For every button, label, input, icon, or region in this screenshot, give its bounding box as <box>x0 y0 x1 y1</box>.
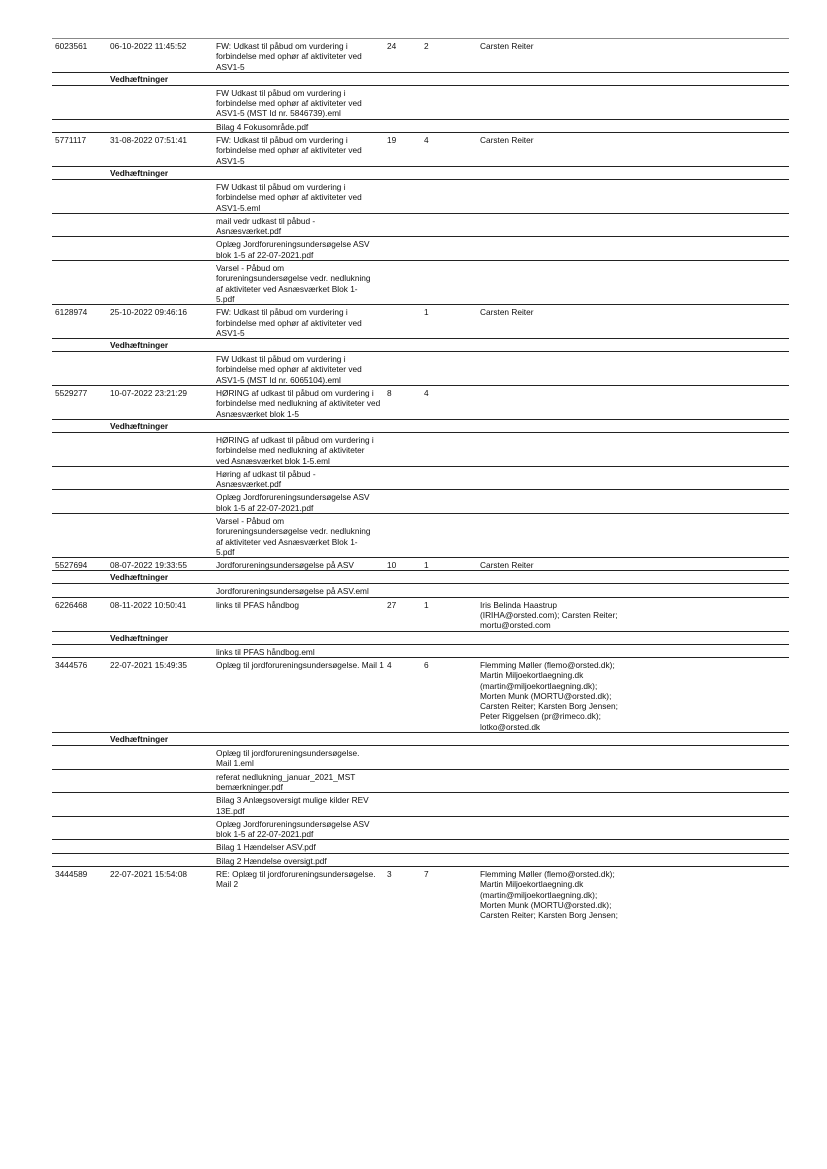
attachment-filename: Bilag 4 Fokusområde.pdf <box>216 121 309 132</box>
record-count-2: 4 <box>424 135 429 146</box>
attachment-row <box>52 179 789 213</box>
record-recipients: Carsten Reiter <box>480 135 534 146</box>
attachments-label: Vedhæftninger <box>110 632 169 643</box>
attachment-row <box>52 213 789 237</box>
attachment-row <box>52 745 789 769</box>
record-subject: RE: Oplæg til jordforureningsundersøgelse. Mail 2 <box>216 869 376 890</box>
attachment-filename: FW Udkast til påbud om vurdering i forbindelse med ophør af aktiviteter ved ASV1-5.eml <box>216 181 362 213</box>
attachment-filename: Varsel - Påbud om forureningsundersøgelse vedr. nedlukning af aktiviteter ved Asnæsværket Blok 1-5.pdf <box>216 515 371 557</box>
attachment-filename: Bilag 3 Anlægsoversigt mulige kilder REV 13E.pdf <box>216 795 369 816</box>
attachment-row <box>52 432 789 466</box>
attachment-filename: Varsel - Påbud om forureningsundersøgelse vedr. nedlukning af aktiviteter ved Asnæsværket Blok 1-5.pdf <box>216 263 371 304</box>
record-count-2: 6 <box>424 659 429 670</box>
record-row <box>52 132 789 166</box>
attachment-filename: mail vedr udkast til påbud - Asnæsværket.pdf <box>216 215 316 237</box>
attachment-row <box>52 466 789 490</box>
record-date: 25-10-2022 09:46:16 <box>110 307 188 318</box>
attachment-row <box>52 489 789 513</box>
attachment-row <box>52 816 789 840</box>
record-recipients: Flemming Møller (flemo@orsted.dk); Martin Miljoekortlaegning.dk (martin@miljoekortlaegning.dk); Morten Munk (MORTU@orsted.dk); Carsten Reiter; Karsten Borg Jensen; <box>480 869 618 921</box>
record-recipients: Carsten Reiter <box>480 307 534 318</box>
record-count-1: 27 <box>387 599 397 610</box>
record-row <box>52 557 789 570</box>
record-subject: FW: Udkast til påbud om vurdering i forbindelse med ophør af aktiviteter ved ASV1-5 <box>216 41 362 72</box>
record-recipients: Iris Belinda Haastrup (IRIHA@orsted.com); Carsten Reiter; mortu@orsted.com <box>480 599 618 631</box>
document-page <box>52 38 789 920</box>
attachments-label: Vedhæftninger <box>110 73 169 84</box>
record-row <box>52 657 789 732</box>
record-id: 6128974 <box>55 307 88 318</box>
email-record <box>52 866 789 920</box>
attachment-filename: Bilag 2 Hændelse oversigt.pdf <box>216 855 327 866</box>
attachment-row <box>52 769 789 793</box>
record-count-1: 4 <box>387 659 392 670</box>
record-count-2: 2 <box>424 41 429 51</box>
attachment-row <box>52 351 789 385</box>
record-subject: Jordforureningsundersøgelse på ASV <box>216 560 354 571</box>
record-date: 31-08-2022 07:51:41 <box>110 135 188 146</box>
record-subject: links til PFAS håndbog <box>216 599 300 610</box>
attachments-label: Vedhæftninger <box>110 572 169 583</box>
attachment-filename: Oplæg til jordforureningsundersøgelse. Mail 1.eml <box>216 748 360 769</box>
attachment-row <box>52 513 789 557</box>
attachments-label: Vedhæftninger <box>110 167 169 178</box>
record-id: 5527694 <box>55 560 88 571</box>
attachments-header <box>52 419 789 432</box>
email-record <box>52 597 789 657</box>
attachment-row <box>52 236 789 260</box>
attachment-row <box>52 260 789 304</box>
attachment-filename: HØRING af udkast til påbud om vurdering i forbindelse med nedlukning af aktiviteter ved Asnæsværket blok 1-5.eml <box>216 434 374 466</box>
attachment-row <box>52 583 789 596</box>
record-id: 6023561 <box>55 41 88 51</box>
record-id: 3444589 <box>55 869 88 879</box>
attachment-row <box>52 853 789 866</box>
attachments-header <box>52 570 789 583</box>
attachment-filename: FW Udkast til påbud om vurdering i forbindelse med ophør af aktiviteter ved ASV1-5 (MST Id nr. 5846739).eml <box>216 87 362 119</box>
attachment-row <box>52 119 789 132</box>
record-recipients <box>480 388 620 419</box>
record-count-2: 1 <box>424 560 429 571</box>
attachment-filename: Bilag 1 Hændelser ASV.pdf <box>216 842 316 853</box>
attachment-filename: Jordforureningsundersøgelse på ASV.eml <box>216 586 369 597</box>
attachment-filename: Oplæg Jordforureningsundersøgelse ASV blok 1-5 af 22-07-2021.pdf <box>216 239 370 260</box>
record-count-2: 7 <box>424 869 429 879</box>
record-id: 3444576 <box>55 659 88 670</box>
email-record <box>52 132 789 304</box>
record-count-1: 8 <box>387 388 392 399</box>
record-row <box>52 385 789 419</box>
record-subject: Oplæg til jordforureningsundersøgelse. Mail 1 <box>216 659 384 670</box>
record-count-1: 3 <box>387 869 392 879</box>
record-date: 08-07-2022 19:33:55 <box>110 560 188 571</box>
record-row <box>52 866 789 920</box>
attachments-header <box>52 732 789 745</box>
attachment-row <box>52 644 789 657</box>
attachments-label: Vedhæftninger <box>110 340 169 351</box>
email-record <box>52 38 789 132</box>
record-count-2: 1 <box>424 307 429 318</box>
attachments-header <box>52 166 789 179</box>
record-id: 5771117 <box>55 135 87 146</box>
record-subject: FW: Udkast til påbud om vurdering i forbindelse med ophør af aktiviteter ved ASV1-5 <box>216 135 362 166</box>
attachment-filename: Oplæg Jordforureningsundersøgelse ASV blok 1-5 af 22-07-2021.pdf <box>216 492 370 513</box>
attachments-label: Vedhæftninger <box>110 420 169 431</box>
email-record <box>52 385 789 557</box>
record-row <box>52 597 789 631</box>
attachments-header <box>52 631 789 644</box>
attachment-filename: referat nedlukning_januar_2021_MST bemærkninger.pdf <box>216 771 356 792</box>
record-subject: FW: Udkast til påbud om vurdering i forbindelse med ophør af aktiviteter ved ASV1-5 <box>216 307 362 338</box>
record-date: 22-07-2021 15:49:35 <box>110 659 188 670</box>
record-row <box>52 38 789 72</box>
attachments-header <box>52 72 789 85</box>
attachment-filename: FW Udkast til påbud om vurdering i forbindelse med ophør af aktiviteter ved ASV1-5 (MST Id nr. 6065104).eml <box>216 354 362 385</box>
record-count-1 <box>387 307 424 338</box>
record-recipients: Carsten Reiter <box>480 41 534 51</box>
record-date: 06-10-2022 11:45:52 <box>110 41 187 51</box>
attachments-header <box>52 338 789 351</box>
record-count-1: 19 <box>387 135 397 146</box>
record-count-2: 4 <box>424 388 429 399</box>
attachment-filename: Oplæg Jordforureningsundersøgelse ASV blok 1-5 af 22-07-2021.pdf <box>216 818 370 840</box>
record-id: 6226468 <box>55 599 88 610</box>
email-record <box>52 557 789 597</box>
record-date: 22-07-2021 15:54:08 <box>110 869 188 879</box>
attachment-row <box>52 792 789 816</box>
attachments-label: Vedhæftninger <box>110 734 169 745</box>
record-count-1: 24 <box>387 41 397 51</box>
record-date: 10-07-2022 23:21:29 <box>110 388 188 399</box>
record-count-2: 1 <box>424 599 429 610</box>
record-recipients: Carsten Reiter <box>480 560 534 571</box>
record-date: 08-11-2022 10:50:41 <box>110 599 187 610</box>
email-record <box>52 657 789 866</box>
record-id: 5529277 <box>55 388 88 399</box>
email-record <box>52 304 789 385</box>
attachment-row <box>52 839 789 852</box>
attachment-row <box>52 85 789 119</box>
attachment-filename: Høring af udkast til påbud - Asnæsværket.pdf <box>216 468 316 490</box>
record-count-1: 10 <box>387 560 397 571</box>
record-row <box>52 304 789 338</box>
record-subject: HØRING af udkast til påbud om vurdering i forbindelse med nedlukning af aktiviteter ved Asnæsværket blok 1-5 <box>216 388 381 419</box>
attachment-filename: links til PFAS håndbog.eml <box>216 646 315 657</box>
record-recipients: Flemming Møller (flemo@orsted.dk); Martin Miljoekortlaegning.dk (martin@miljoekortlaegning.dk); Morten Munk (MORTU@orsted.dk); Carsten Reiter; Karsten Borg Jensen; Peter Riggelsen (pr@rimeco.dk); lotko@orsted.dk <box>480 659 618 732</box>
